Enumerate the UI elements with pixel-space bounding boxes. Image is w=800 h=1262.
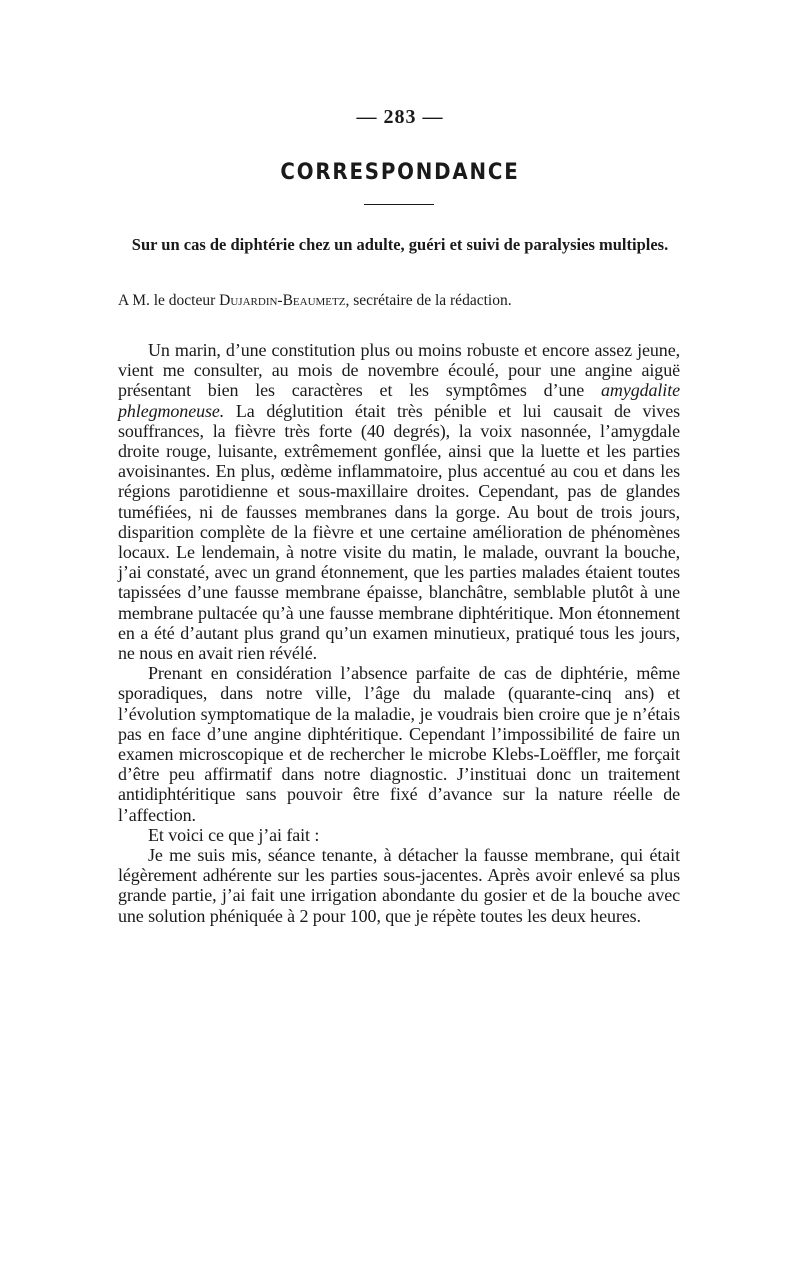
- paragraph-2: Prenant en considération l’absence parfaite de cas de diphtérie, même sporadiques, dans notre ville, l’âge du malade (quarante-cinq ans) et l’évolution symptomatique de la maladie, je voudrais bien croire que je n’étais pas en face d’une angine diphtéritique. Cependant l’impossibilité de faire un examen microscopique et de rechercher le microbe Klebs-Loëffler, me forçait d’être peu affirmatif dans notre diagnostic. J’instituai donc un traitement antidiphtéritique sans pouvoir être fixé d’avance sur la nature réelle de l’affection.: [118, 663, 680, 825]
- section-title: CORRESPONDANCE: [280, 160, 520, 185]
- paragraph-1-emphasis: amygdalite phlegmoneuse.: [118, 380, 680, 421]
- paragraph-1-before: Un marin, d’une constitution plus ou moins robuste et encore assez jeune, vient me consulter, au mois de novembre écoulé, pour une angine aiguë présentant bien les caractères et les symptômes d’une: [118, 340, 680, 401]
- salutation-prefix: A M. le docteur: [118, 292, 220, 309]
- letter-body: [118, 340, 680, 926]
- salutation-name: Dujardin-Beaumetz: [219, 292, 346, 309]
- article-title: Sur un cas de diphtérie chez un adulte, guéri et suivi de paralysies multiples.: [131, 235, 669, 254]
- paragraph-3: Et voici ce que j’ai fait :: [148, 824, 320, 845]
- paragraph-4: Je me suis mis, séance tenante, à détacher la fausse membrane, qui était légèrement adhérente sur les parties sous-jacentes. Après avoir enlevé sa plus grande partie, j’ai fait une irrigation abondante du gosier et de la bouche avec une solution phéniquée à 2 pour 100, que je répète toutes les deux heures.: [118, 845, 680, 926]
- title-divider: [364, 204, 434, 205]
- page-number: — 283 —: [356, 106, 444, 128]
- paragraph-1: [118, 340, 680, 663]
- salutation-suffix: , secrétaire de la rédaction.: [345, 292, 512, 309]
- paragraph-1-after: La déglutition était très pénible et lui causait de vives souffrances, la fièvre très forte (40 degrés), la voix nasonnée, l’amygdale droite rouge, luisante, extrêmement gonflée, ainsi que la luette et les parties avoisinantes. En plus, œdème inflammatoire, plus accentué au cou et dans les régions parotidienne et sous-maxillaire droites. Cependant, pas de glandes tuméfiées, ni de fausses membranes dans la gorge. Au bout de trois jours, disparition complète de la fièvre et une certaine amélioration de phénomènes locaux. Le lendemain, à notre visite du matin, le malade, ouvrant la bouche, j’ai constaté, avec un grand étonnement, que les parties malades étaient toutes tapissées d’une fausse membrane épaisse, blanchâtre, semblable plutôt à une membrane pultacée qu’à une fausse membrane diphtéritique. Mon étonnement en a été d’autant plus grand qu’un examen minutieux, pratiqué tous les jours, ne nous en avait rien révélé.: [118, 400, 680, 664]
- salutation: [118, 290, 708, 312]
